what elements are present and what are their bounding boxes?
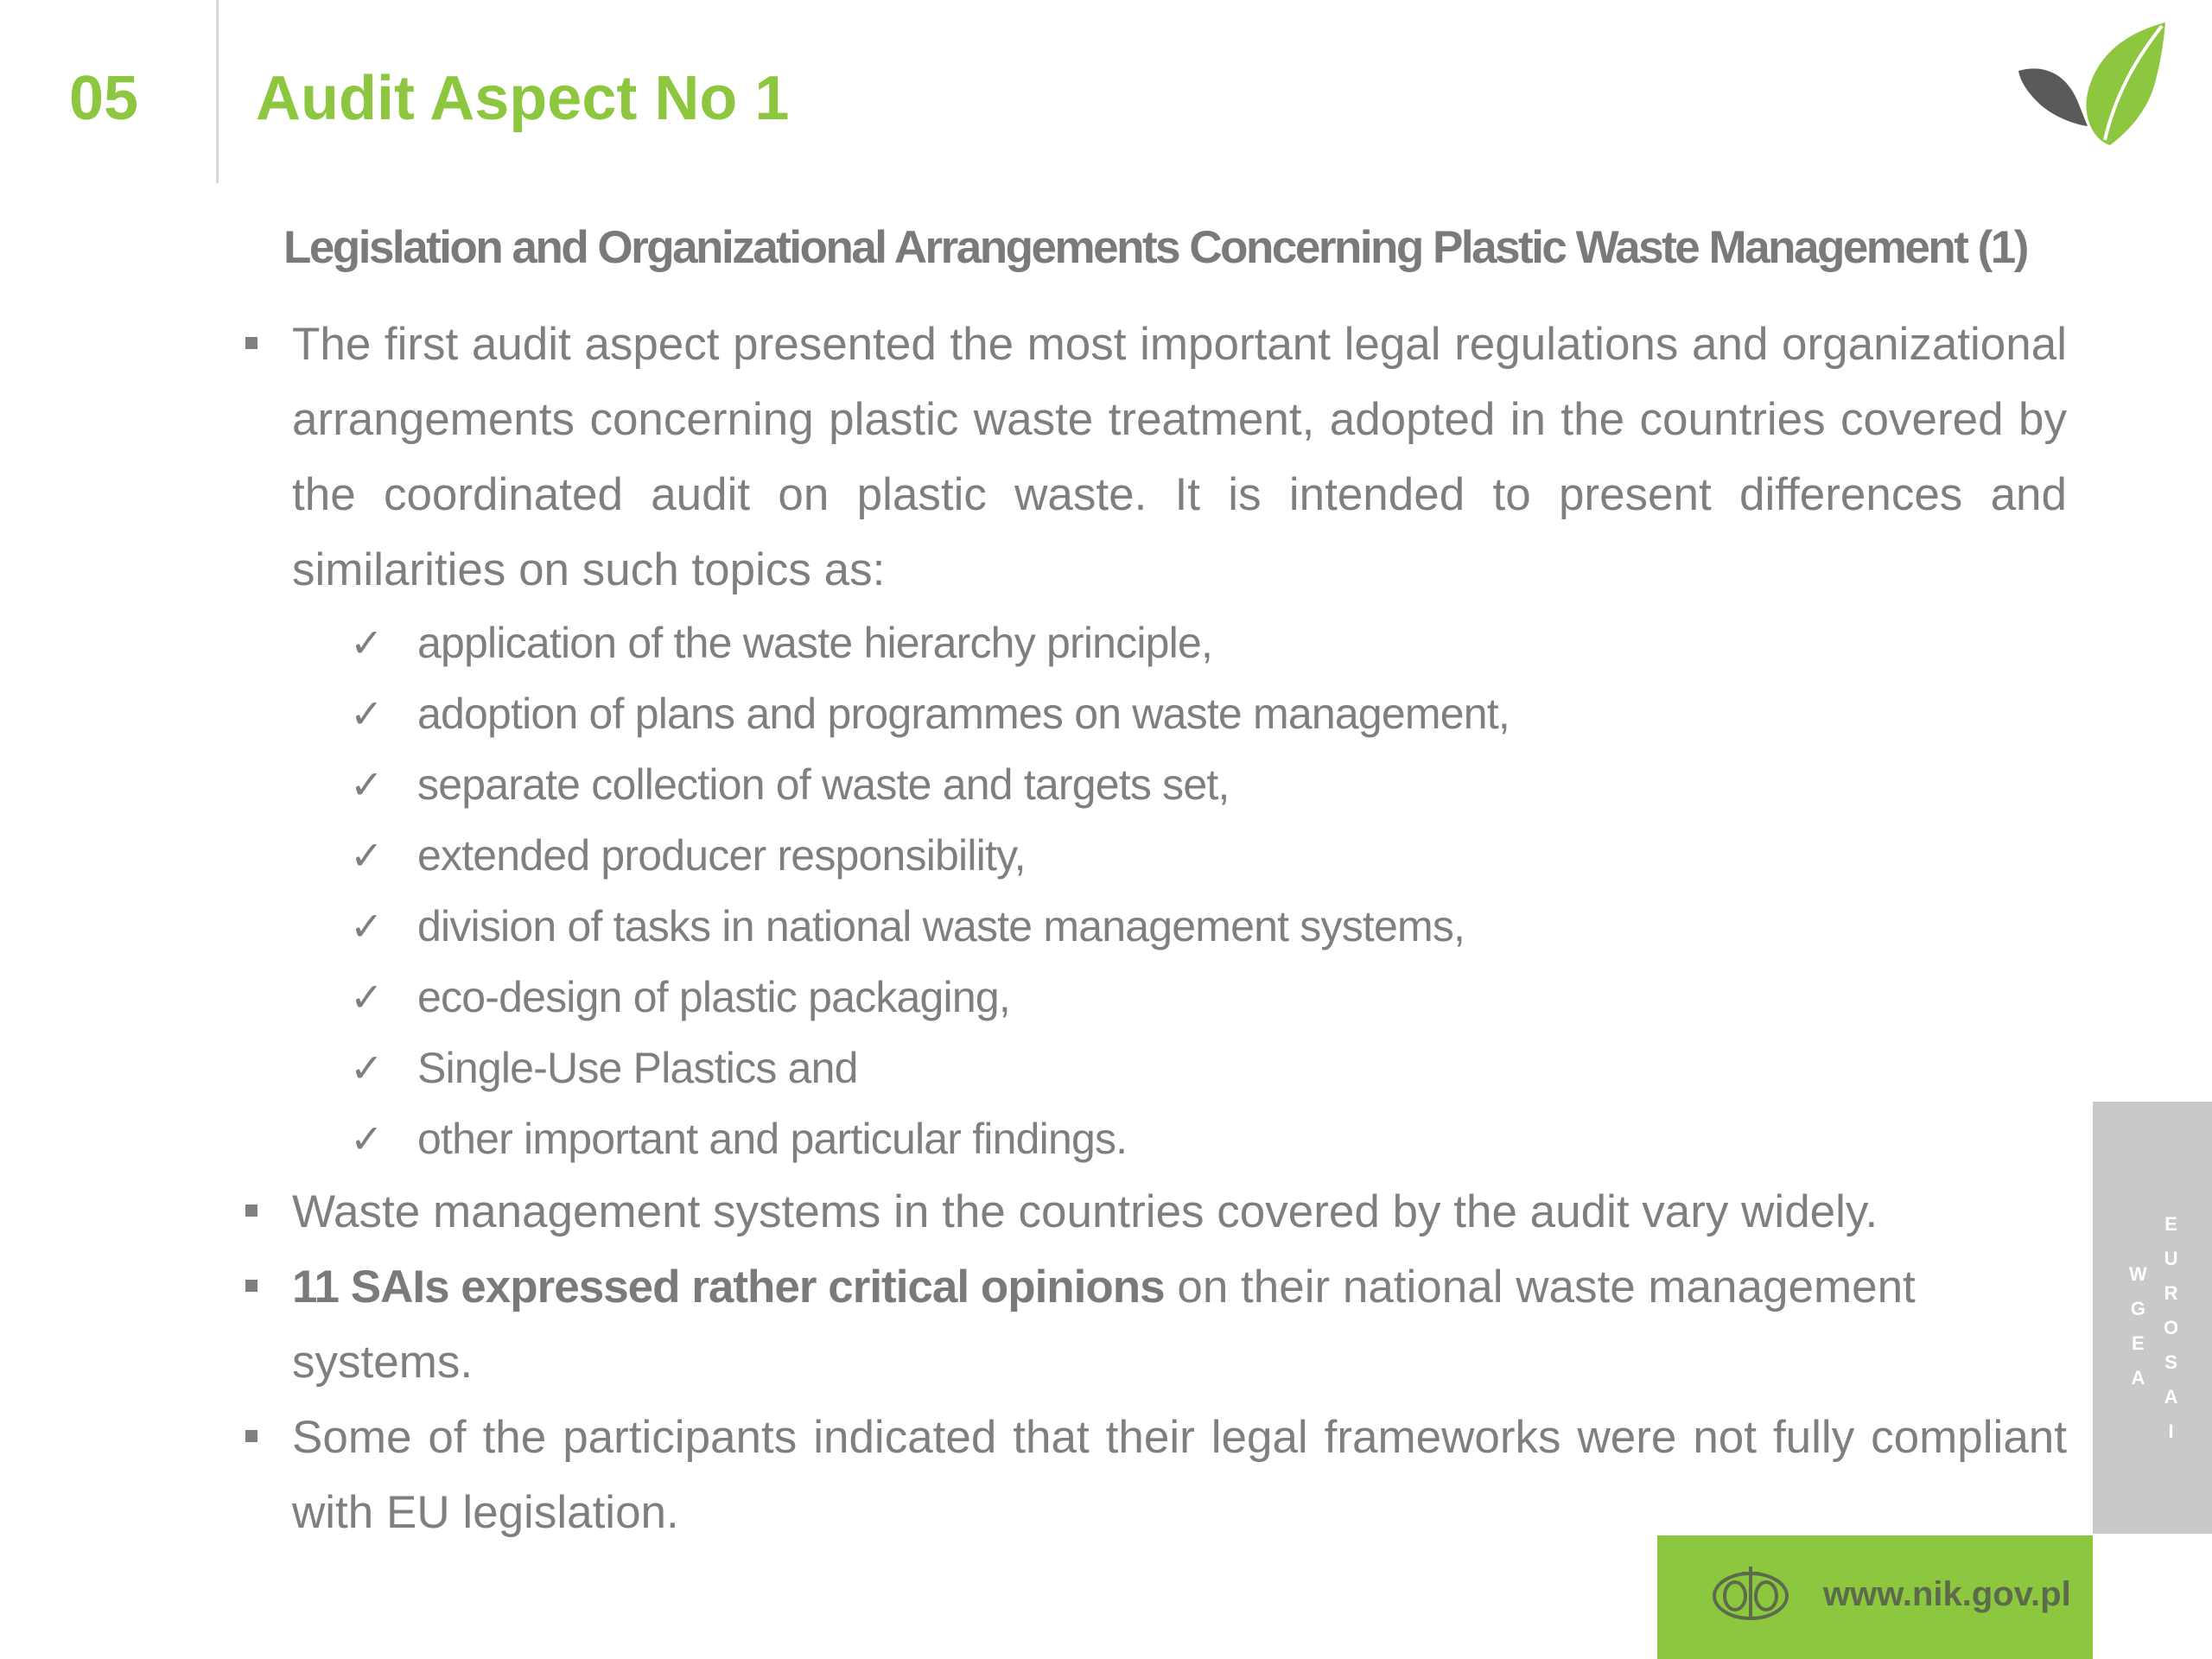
- checklist-item: ✓ extended producer responsibility,: [350, 820, 2067, 891]
- checkmark-icon: ✓: [350, 833, 383, 878]
- bullet-item-1: [242, 307, 2067, 607]
- checklist-item: ✓ application of the waste hierarchy principle,: [350, 607, 2067, 678]
- leaf-logo: [2013, 19, 2165, 147]
- header-divider: [216, 0, 219, 183]
- checkmark-icon: ✓: [350, 762, 383, 807]
- checklist: [350, 607, 2067, 1174]
- bullet-bold-text: 11 SAIs expressed rather critical opinions: [292, 1262, 1165, 1313]
- checkmark-icon: ✓: [350, 691, 383, 736]
- square-bullet-icon: [245, 1205, 257, 1217]
- footer-bar: [1657, 1535, 2093, 1659]
- square-bullet-icon: [245, 337, 257, 349]
- bullet-text: Waste management systems in the countries covered by the audit vary widely.: [292, 1186, 1878, 1237]
- wgea-label: W G E A: [2129, 1263, 2147, 1389]
- checkmark-icon: ✓: [350, 1046, 383, 1090]
- nik-emblem: [1709, 1561, 1792, 1627]
- checkmark-icon: ✓: [350, 904, 383, 949]
- square-bullet-icon: [245, 1430, 257, 1442]
- bullet-item-2: [242, 1174, 2067, 1249]
- wgea-eurosai-panel: [2093, 1102, 2212, 1534]
- checkmark-icon: ✓: [350, 975, 383, 1020]
- square-bullet-icon: [245, 1280, 257, 1292]
- checklist-item: ✓ Single-Use Plastics and: [350, 1033, 2067, 1103]
- bullet-text: Some of the participants indicated that their legal frameworks were not fully compliant with EU legislation.: [292, 1412, 2067, 1538]
- slide-subtitle: Legislation and Organizational Arrangements Concerning Plastic Waste Management (1): [283, 222, 2027, 273]
- footer-url[interactable]: www.nik.gov.pl: [1823, 1575, 2071, 1613]
- checkmark-icon: ✓: [350, 620, 383, 665]
- slide-title: Audit Aspect No 1: [256, 64, 790, 133]
- eurosai-label: E U R O S A I: [2164, 1213, 2179, 1442]
- bullet-item-4: [242, 1400, 2067, 1550]
- slide-number: 05: [69, 64, 139, 133]
- checkmark-icon: ✓: [350, 1116, 383, 1161]
- checklist-item: ✓ eco-design of plastic packaging,: [350, 962, 2067, 1033]
- checklist-item: ✓ division of tasks in national waste management systems,: [350, 891, 2067, 962]
- checklist-item: ✓ separate collection of waste and targets set,: [350, 749, 2067, 820]
- bullet-item-3: [242, 1249, 2067, 1400]
- bullet-list: [242, 307, 2067, 1550]
- bullet-text: The first audit aspect presented the most important legal regulations and organizational arrangements concerning plastic waste treatment, adopted in the countries covered by the coordinated audit on plastic waste. It is intended to present differences and similarities on such topics as:: [292, 319, 2067, 595]
- checklist-item: ✓ adoption of plans and programmes on waste management,: [350, 678, 2067, 749]
- bullet-text: on their national waste management systems.: [292, 1262, 1916, 1388]
- checklist-item: ✓ other important and particular findings.: [350, 1103, 2067, 1174]
